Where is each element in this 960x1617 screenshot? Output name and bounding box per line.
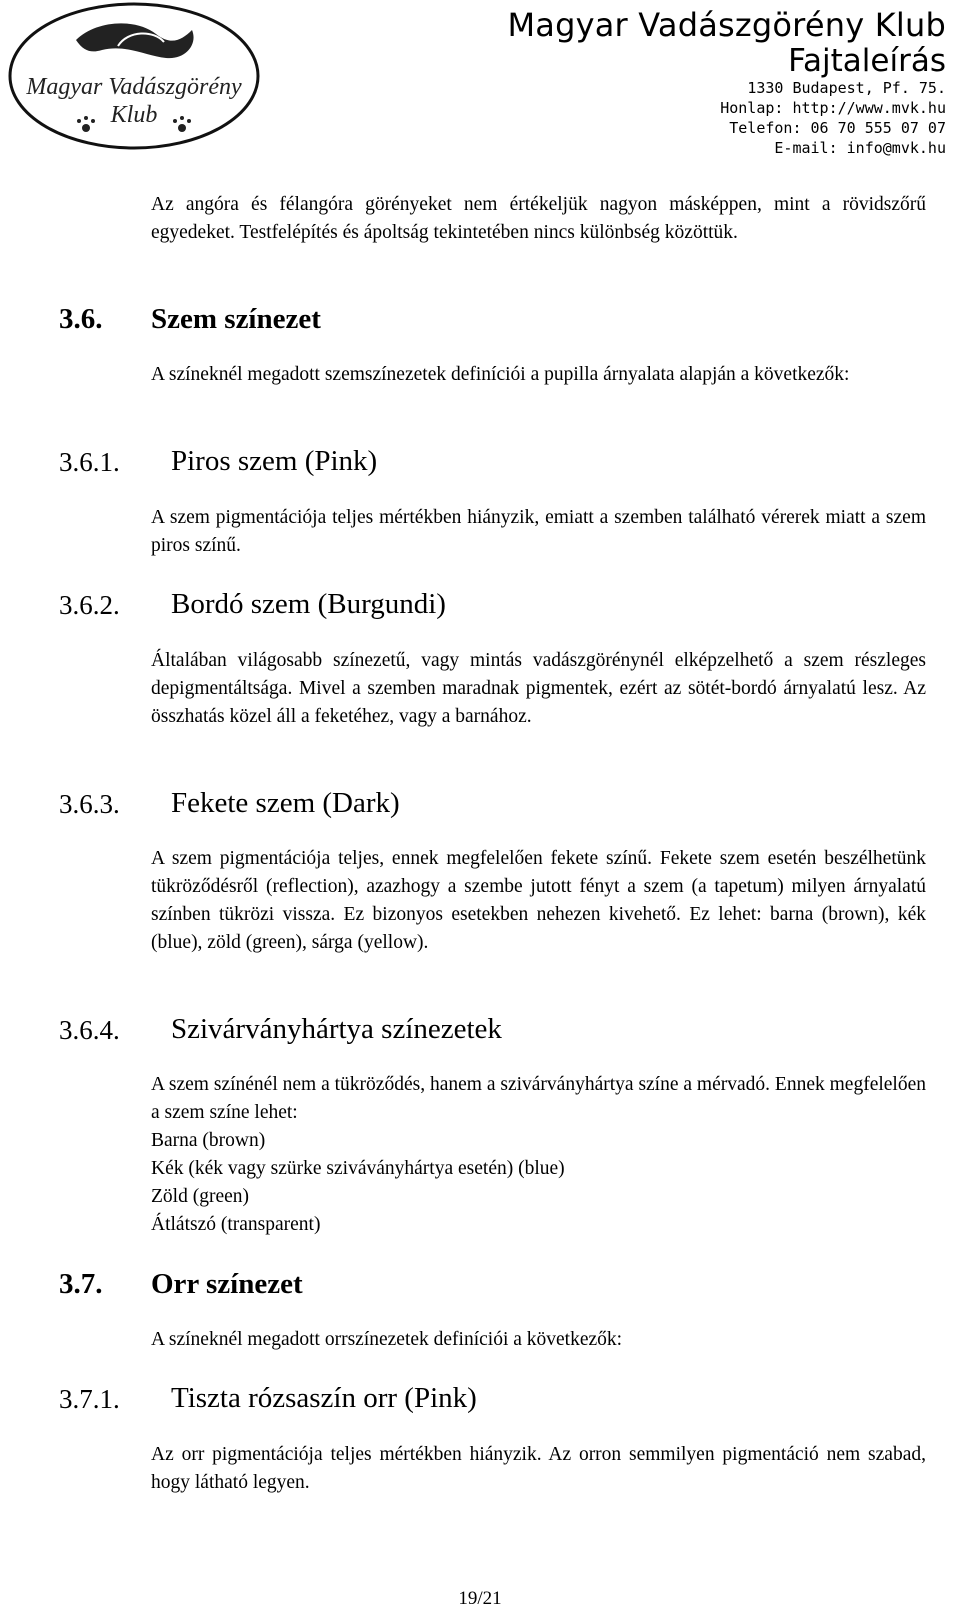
intro-paragraph: Az angóra és félangóra görényeket nem értékeljük nagyon másképpen, mint a rövidszőrű egyedeket. Testfelépítés és ápoltság tekintetében nincs különbség közöttük. xyxy=(151,194,926,243)
subsection-paragraph: A szem pigmentációja teljes mértékben hiányzik, emiatt a szemben található vérerek miatt a szem piros színű. xyxy=(151,507,926,556)
header-info xyxy=(507,6,946,158)
section-number: 3.6. xyxy=(59,303,103,335)
section-title: Orr színezet xyxy=(151,1268,303,1300)
phone: Telefon: 06 70 555 07 07 xyxy=(729,119,946,137)
logo-text-2: Klub xyxy=(110,102,158,128)
subsection-title: Szivárványhártya színezetek xyxy=(171,1013,502,1045)
subsection-title: Bordó szem (Burgundi) xyxy=(171,588,446,620)
subsection-paragraph: A szem színénél nem a tükröződés, hanem a szivárványhártya színe a mérvadó. Ennek megfelelően a szem színe lehet: xyxy=(151,1074,926,1123)
email[interactable]: E-mail: info@mvk.hu xyxy=(774,139,946,157)
section-title: Szem színezet xyxy=(151,303,321,335)
subsection-paragraph: A szem pigmentációja teljes, ennek megfelelően fekete színű. Fekete szem esetén beszélhetünk tükröződésről (reflection), azazhogy a szembe jutott fényt a szem (a tapetum) milyen árnyalatú színben tükrözi vissza. Ez bizonyos esetekben nehezen kivehető. Ez lehet: barna (brown), kék (blue), zöld (green), sárga (yellow). xyxy=(151,848,926,953)
list-item: Átlátszó (transparent) xyxy=(151,1214,321,1235)
section-paragraph: A színeknél megadott orrszínezetek definíciói a következők: xyxy=(151,1329,623,1350)
subsection-title: Tiszta rózsaszín orr (Pink) xyxy=(171,1382,477,1414)
subsection-title: Fekete szem (Dark) xyxy=(171,787,400,819)
list-item: Barna (brown) xyxy=(151,1130,266,1151)
club-name: Magyar Vadászgörény Klub xyxy=(507,6,946,44)
subsection-number: 3.7.1. xyxy=(59,1384,120,1414)
subsection-number: 3.6.3. xyxy=(59,789,120,819)
address: 1330 Budapest, Pf. 75. xyxy=(747,79,946,97)
subsection-number: 3.6.2. xyxy=(59,590,120,620)
list-item: Zöld (green) xyxy=(151,1186,249,1207)
subsection-title: Piros szem (Pink) xyxy=(171,445,378,477)
page-number: 19/21 xyxy=(458,1588,502,1609)
subsection-paragraph: Az orr pigmentációja teljes mértékben hiányzik. Az orron semmilyen pigmentáció nem szabad, hogy látható legyen. xyxy=(151,1444,926,1493)
document-type: Fajtaleírás xyxy=(788,43,946,79)
section-paragraph: A színeknél megadott szemszínezetek definíciói a pupilla árnyalata alapján a következők: xyxy=(151,364,850,385)
eye-color-list xyxy=(151,1127,926,1239)
subsection-number: 3.6.1. xyxy=(59,447,120,477)
subsection-number: 3.6.4. xyxy=(59,1015,120,1045)
website[interactable]: Honlap: http://www.mvk.hu xyxy=(720,99,946,117)
list-item: Kék (kék vagy szürke sziváványhártya esetén) (blue) xyxy=(151,1158,565,1179)
section-number: 3.7. xyxy=(59,1268,103,1300)
club-logo xyxy=(6,0,262,152)
logo-text-1: Magyar Vadászgörény xyxy=(26,74,242,100)
subsection-paragraph: Általában világosabb színezetű, vagy mintás vadászgörénynél elképzelhető a szem részleges depigmentáltsága. Mivel a szemben maradnak pigmentek, ezért az sötét-bordó árnyalatú lesz. Az összhatás közel áll a feketéhez, vagy a barnához. xyxy=(151,650,926,727)
